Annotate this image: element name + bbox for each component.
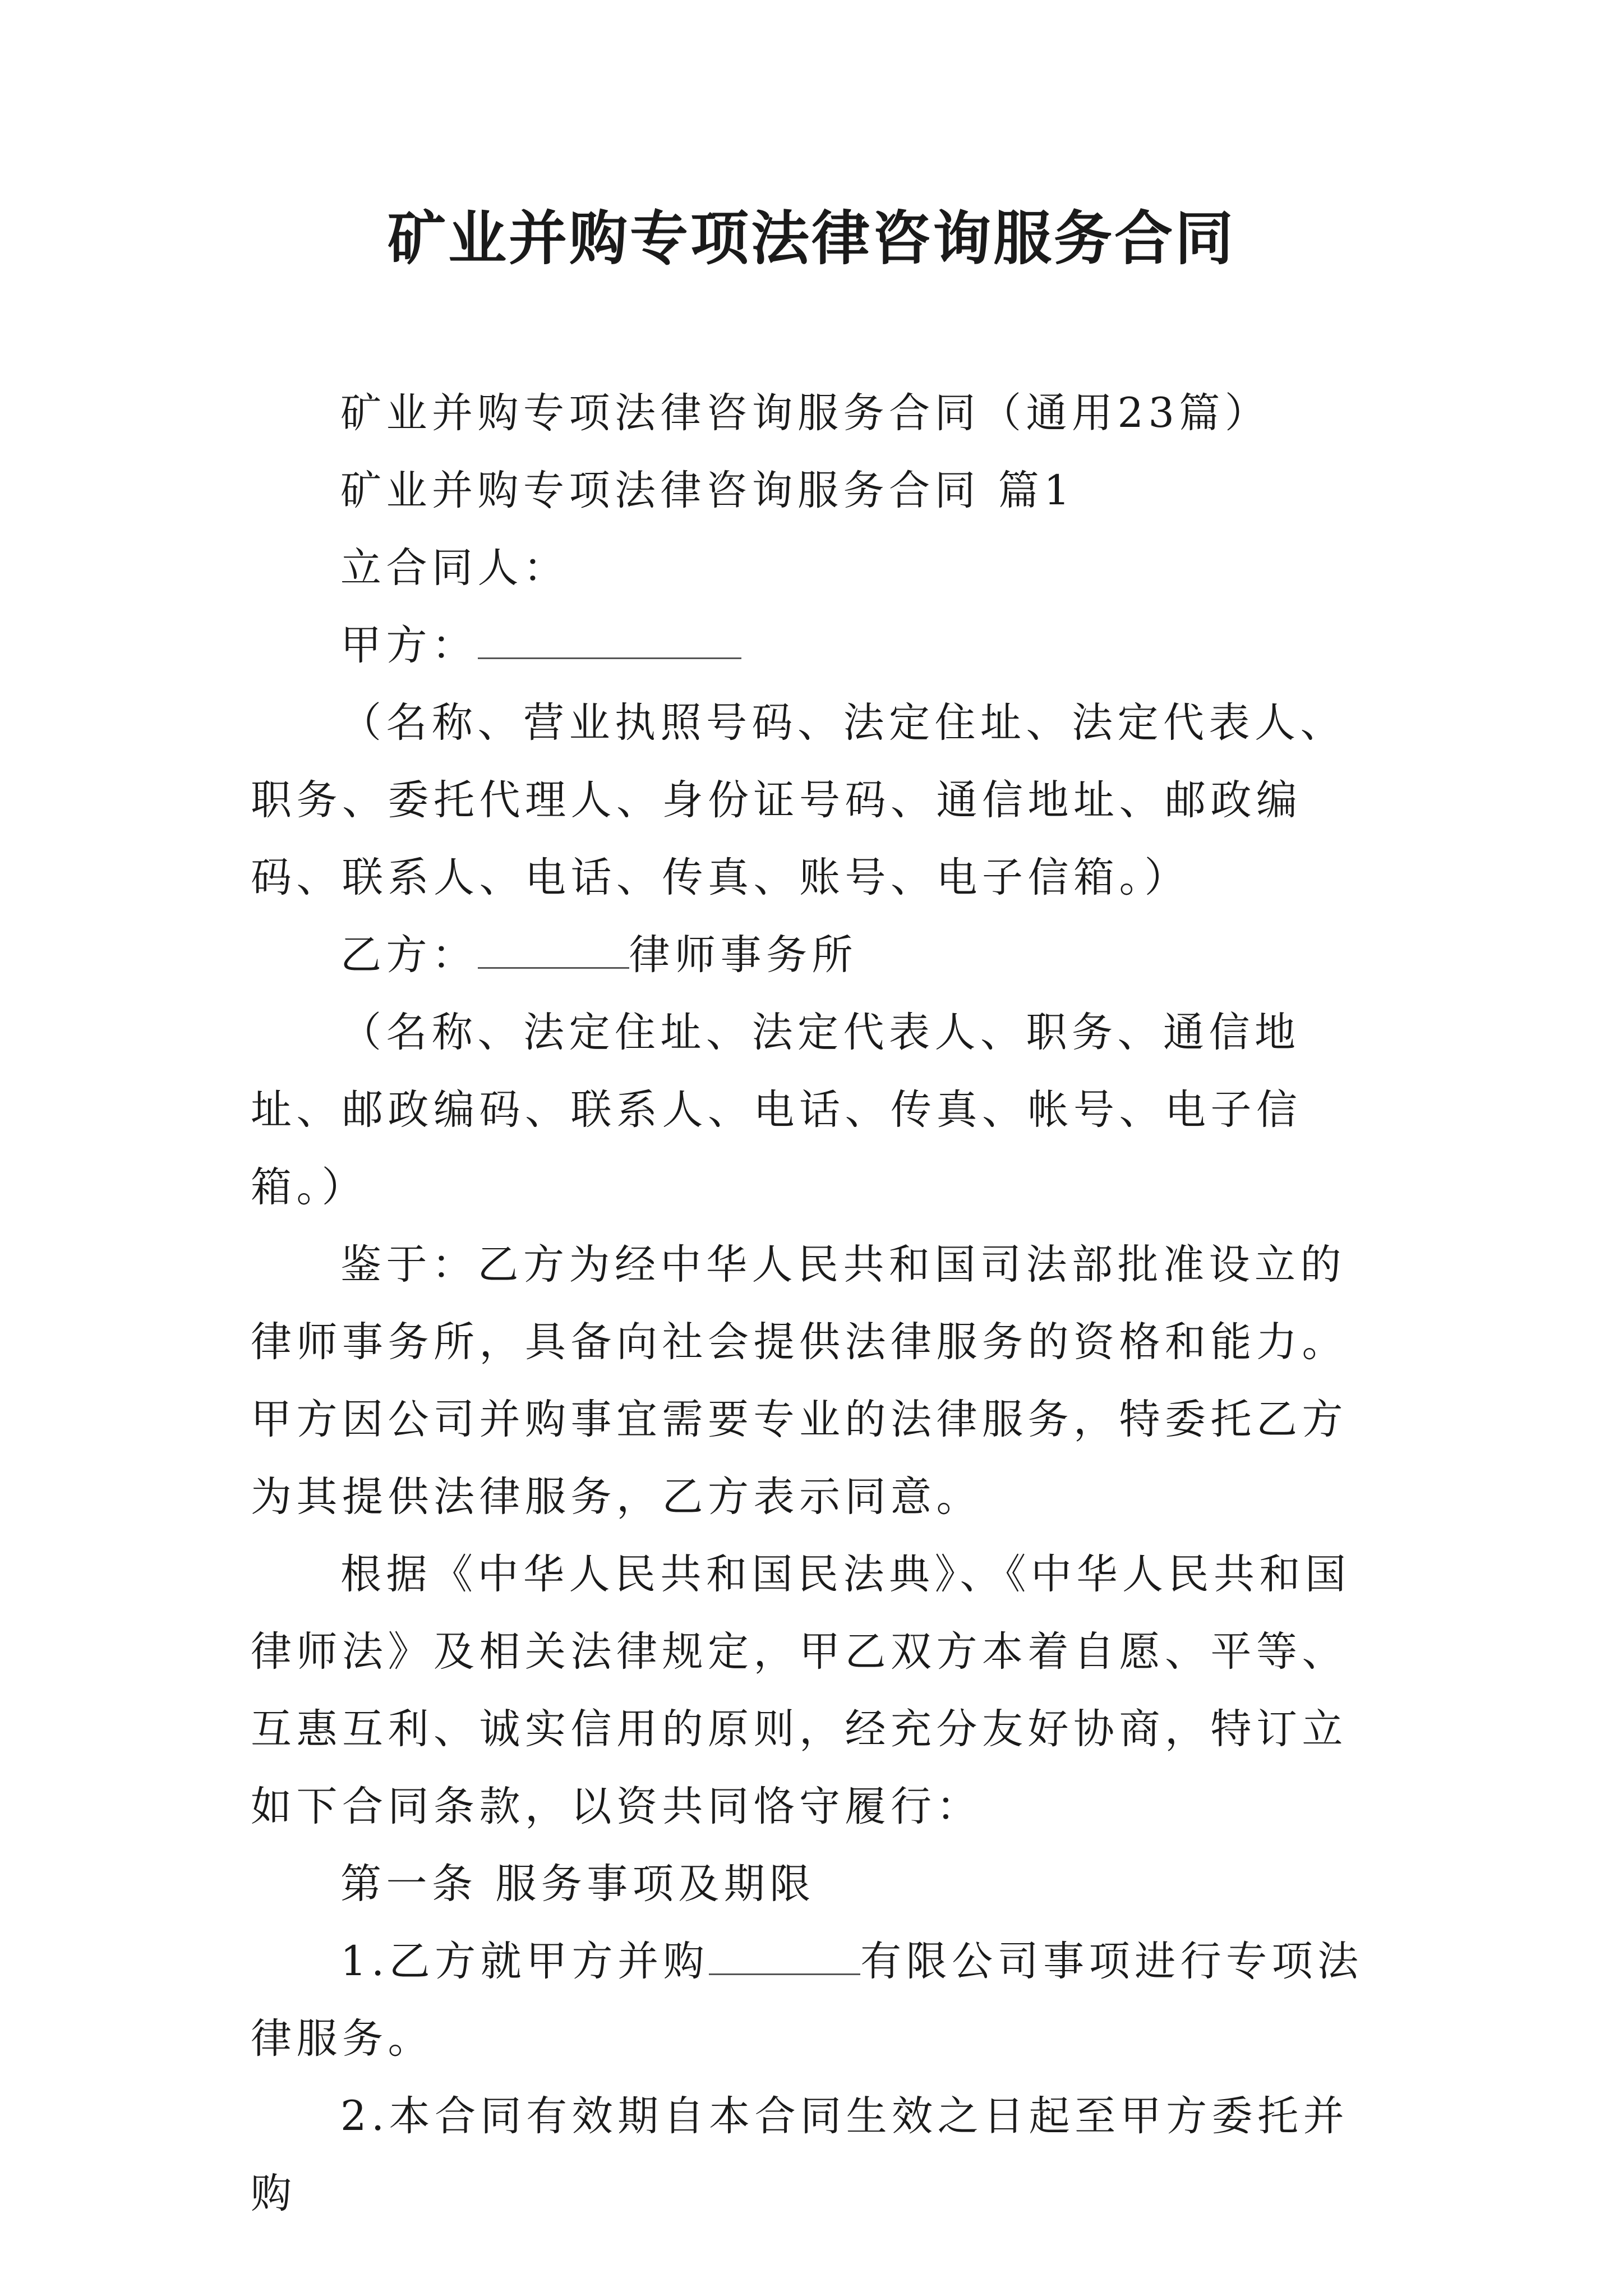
basis-paragraph: 根据《中华人民共和国民法典》、《中华人民共和国律师法》及相关法律规定，甲乙双方本着自愿、平等、互惠互利、诚实信用的原则，经充分友好协商，特订立如下合同条款，以资共同恪守履行： (251, 1550, 1351, 1830)
whereas-paragraph: 鉴于：乙方为经中华人民共和国司法部批准设立的律师事务所，具备向社会提供法律服务的资格和能力。甲方因公司并购事宜需要专业的法律服务，特委托乙方为其提供法律服务，乙方表示同意。 (251, 1241, 1348, 1521)
party-b-label: 乙方： (340, 931, 478, 979)
party-b-note: （名称、法定住址、法定代表人、职务、通信地址、邮政编码、联系人、电话、传真、帐号、电子信箱。） (251, 1009, 1302, 1211)
section-heading: 矿业并购专项法律咨询服务合同 篇1 (340, 467, 1075, 514)
party-b-blank (478, 926, 629, 969)
item-2: 2.本合同有效期自本合同生效之日起至甲方委托并购 (251, 2092, 1349, 2217)
party-a-line (251, 607, 1372, 684)
party-a-note: （名称、营业执照号码、法定住址、法定代表人、职务、委托代理人、身份证号码、通信地址、邮政编码、联系人、电话、传真、账号、电子信箱。） (251, 699, 1346, 901)
item-1-prefix: 1.乙方就甲方并购 (340, 1938, 709, 1985)
party-a-label: 甲方： (340, 622, 478, 669)
document-body (251, 375, 1372, 2233)
party-a-blank (478, 616, 741, 659)
item-1 (251, 1923, 1372, 2078)
party-b-line (251, 917, 1372, 994)
document-title: 矿业并购专项法律咨询服务合同 (387, 204, 1235, 273)
parties-label: 立合同人： (340, 544, 569, 592)
item-1-suffix: 有限公司事项进行专项法律服务。 (251, 1938, 1363, 2063)
item-1-blank (709, 1932, 860, 1975)
subtitle: 矿业并购专项法律咨询服务合同（通用23篇） (340, 389, 1271, 437)
party-b-suffix: 律师事务所 (629, 931, 857, 979)
article-1-heading: 第一条 服务事项及期限 (340, 1860, 815, 1908)
